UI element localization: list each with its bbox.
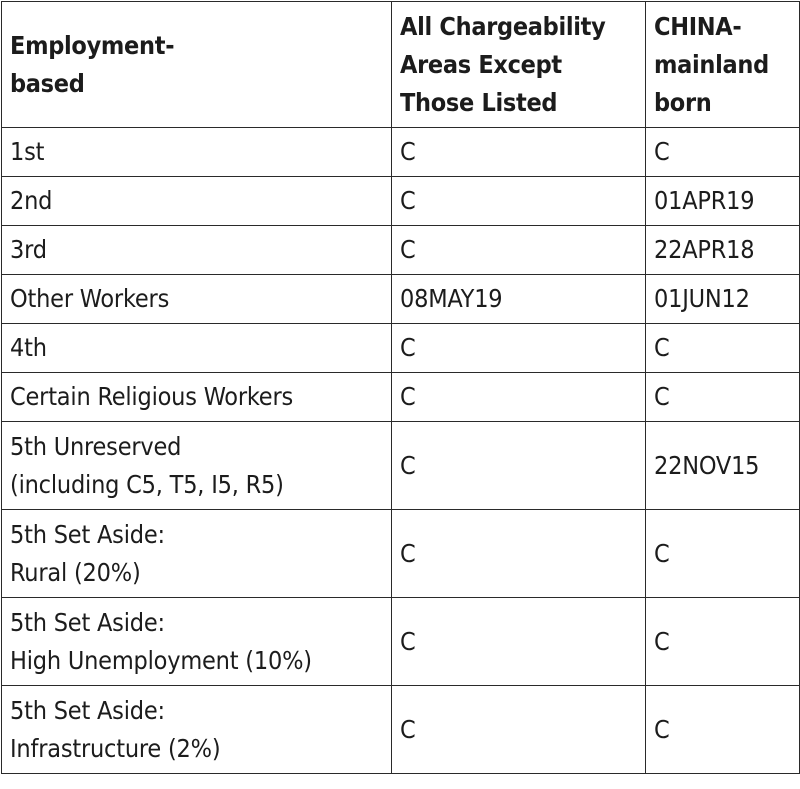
- china-value: C: [654, 333, 670, 362]
- table-row: [2, 128, 800, 177]
- all-areas-cell: [392, 686, 646, 774]
- china-cell: [646, 177, 800, 226]
- china-value: 22NOV15: [654, 450, 760, 480]
- china-cell: [646, 686, 800, 774]
- table-row: [2, 598, 800, 686]
- table-row: [2, 177, 800, 226]
- china-cell: [646, 324, 800, 373]
- header-all-chargeability: [392, 2, 646, 128]
- category-cell: [2, 275, 392, 324]
- category-label: 2nd: [10, 186, 53, 215]
- table-row: [2, 275, 800, 324]
- all-areas-cell: [392, 226, 646, 275]
- china-cell: [646, 373, 800, 422]
- all-areas-cell: [392, 510, 646, 598]
- category-cell: [2, 177, 392, 226]
- china-value: C: [654, 137, 670, 166]
- category-label: 4th: [10, 333, 47, 362]
- all-areas-value: C: [400, 714, 416, 744]
- category-label: 5th Unreserved (including C5, T5, I5, R5): [10, 431, 284, 499]
- category-cell: [2, 128, 392, 177]
- table-row: [2, 226, 800, 275]
- category-cell: [2, 510, 392, 598]
- category-cell: [2, 373, 392, 422]
- table-row: [2, 510, 800, 598]
- all-areas-cell: [392, 598, 646, 686]
- china-value: 01APR19: [654, 186, 755, 215]
- category-cell: [2, 324, 392, 373]
- category-cell: [2, 226, 392, 275]
- china-cell: [646, 422, 800, 510]
- header-row: [2, 2, 800, 128]
- all-areas-cell: [392, 373, 646, 422]
- china-cell: [646, 275, 800, 324]
- china-value: C: [654, 382, 670, 411]
- all-areas-value: C: [400, 382, 416, 411]
- china-value: C: [654, 538, 670, 568]
- category-label: 3rd: [10, 235, 47, 264]
- table-row: [2, 324, 800, 373]
- header-label: Employment- based: [10, 30, 175, 98]
- category-label: 5th Set Aside: High Unemployment (10%): [10, 607, 312, 675]
- header-employment-based: [2, 2, 392, 128]
- category-cell: [2, 598, 392, 686]
- table-row: [2, 373, 800, 422]
- all-areas-value: C: [400, 626, 416, 656]
- category-label: Other Workers: [10, 284, 170, 313]
- all-areas-value: C: [400, 186, 416, 215]
- table-row: [2, 422, 800, 510]
- table-header: [2, 2, 800, 128]
- all-areas-value: C: [400, 538, 416, 568]
- all-areas-value: C: [400, 333, 416, 362]
- all-areas-value: C: [400, 137, 416, 166]
- all-areas-cell: [392, 275, 646, 324]
- china-cell: [646, 598, 800, 686]
- category-label: Certain Religious Workers: [10, 382, 294, 411]
- china-cell: [646, 128, 800, 177]
- all-areas-cell: [392, 128, 646, 177]
- china-value: 22APR18: [654, 235, 755, 264]
- table-body: [2, 128, 800, 774]
- category-cell: [2, 686, 392, 774]
- category-label: 5th Set Aside: Infrastructure (2%): [10, 695, 221, 763]
- all-areas-cell: [392, 177, 646, 226]
- category-label: 1st: [10, 137, 45, 166]
- all-areas-value: C: [400, 450, 416, 480]
- all-areas-value: C: [400, 235, 416, 264]
- china-cell: [646, 510, 800, 598]
- china-value: 01JUN12: [654, 284, 750, 313]
- china-cell: [646, 226, 800, 275]
- china-value: C: [654, 626, 670, 656]
- table-row: [2, 686, 800, 774]
- header-label: CHINA- mainland born: [654, 11, 769, 117]
- all-areas-cell: [392, 422, 646, 510]
- category-cell: [2, 422, 392, 510]
- china-value: C: [654, 714, 670, 744]
- all-areas-value: 08MAY19: [400, 284, 503, 313]
- visa-bulletin-table: [1, 1, 800, 774]
- all-areas-cell: [392, 324, 646, 373]
- header-label: All Chargeability Areas Except Those Listed: [400, 11, 606, 117]
- header-china-mainland: [646, 2, 800, 128]
- category-label: 5th Set Aside: Rural (20%): [10, 519, 165, 587]
